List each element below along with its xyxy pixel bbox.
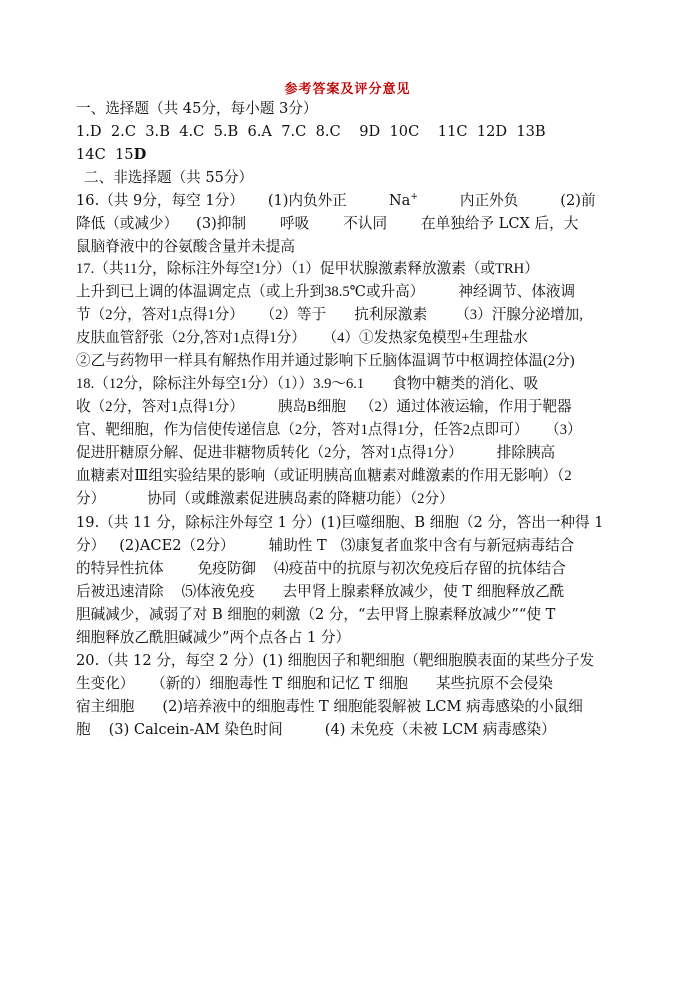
choice-answers-row2: 14C 15D <box>76 146 147 163</box>
q19-line4: 后被迅速清除 ⑸体液免疫 去甲肾上腺素释放减少，使 T 细胞释放乙酰 <box>76 583 565 600</box>
answer-content <box>76 97 632 741</box>
q18-line1: 18.（12分，除标注外每空1分）（1））3.9～6.1 食物中糖类的消化、吸 <box>76 376 539 392</box>
q18-line3: 官、靶细胞，作为信使传递信息（2分，答对1点得1分，任答2点即可） （3） <box>76 422 582 438</box>
choice-answers-row1: 1.D 2.C 3.B 4.C 5.B 6.A 7.C 8.C 9D 10C 11C 12D 13B <box>76 123 546 140</box>
q18-line2: 收（2分，答对1点得1分） 胰岛B细胞 （2）通过体液运输，作用于靶器 <box>76 399 572 415</box>
q19-line1: 19.（共 11 分，除标注外每空 1 分）(1)巨噬细胞、B 细胞（2 分，答出一种得 1 <box>76 514 604 531</box>
q17-line5: ②乙与药物甲一样具有解热作用并通过影响下丘脑体温调节中枢调控体温(2分) <box>76 353 575 369</box>
q19-line3: 的特异性抗体 免疫防御 ⑷疫苗中的抗原与初次免疫后存留的抗体结合 <box>76 560 566 577</box>
q17-line4: 皮肤血管舒张（2分,答对1点得1分） （4）①发热家兔模型+生理盐水 <box>76 330 528 346</box>
section1-heading: 一、选择题（共 45分，每小题 3分） <box>76 100 318 117</box>
q16-line2: 降低（或减少） (3)抑制 呼吸 不认同 在单独给予 LCX 后，大 <box>76 215 579 232</box>
q17-line3: 节（2分，答对1点得1分） （2）等于 抗利尿激素 （3）汗腺分泌增加, <box>76 307 583 323</box>
q16-line1: 16.（共 9分，每空 1分） (1)内负外正 Na+ 内正外负 (2)前 <box>76 192 596 209</box>
q17-line2: 上升到已上调的体温调定点（或上升到38.5℃或升高） 神经调节、体液调 <box>76 284 576 300</box>
q20-line3: 宿主细胞 (2)培养液中的细胞毒性 T 细胞能裂解被 LCM 病毒感染的小鼠细 <box>76 698 583 715</box>
q19-line6: 细胞释放乙酰胆碱减少”两个点各占 1 分） <box>76 629 351 646</box>
q16-line3: 鼠脑脊液中的谷氨酸含量并未提高 <box>76 238 295 255</box>
section2-heading: 二、非选择题（共 55分） <box>84 169 254 186</box>
q18-line4: 促进肝糖原分解、促进非糖物质转化（2分，答对1点得1分） 排除胰高 <box>76 445 556 461</box>
q19-line2: 分） (2)ACE2（2分） 辅助性 T ⑶康复者血浆中含有与新冠病毒结合 <box>76 537 575 554</box>
q19-line5: 胆碱减少，减弱了对 B 细胞的刺激（2 分，“去甲肾上腺素释放减少”“使 T <box>76 606 556 623</box>
q20-line1: 20.（共 12 分，每空 2 分）(1) 细胞因子和靶细胞（靶细胞膜表面的某些分子发 <box>76 652 595 669</box>
q18-line6: 分） 协同（或雌激素促进胰岛素的降糖功能）（2分） <box>76 491 454 507</box>
q20-line2: 生变化） （新的）细胞毒性 T 细胞和记忆 T 细胞 某些抗原不会侵染 <box>76 675 553 692</box>
q17-line1: 17.（共11分，除标注外每空1分）（1）促甲状腺激素释放激素（或TRH） <box>76 261 539 277</box>
q18-line5: 血糖素对Ⅲ组实验结果的影响（或证明胰高血糖素对雌激素的作用无影响）（2 <box>76 468 572 484</box>
q20-line4: 胞 (3) Calcein-AM 染色时间 (4) 未免疫（未被 LCM 病毒感染） <box>76 721 556 738</box>
page-title: 参考答案及评分意见 <box>284 82 411 97</box>
